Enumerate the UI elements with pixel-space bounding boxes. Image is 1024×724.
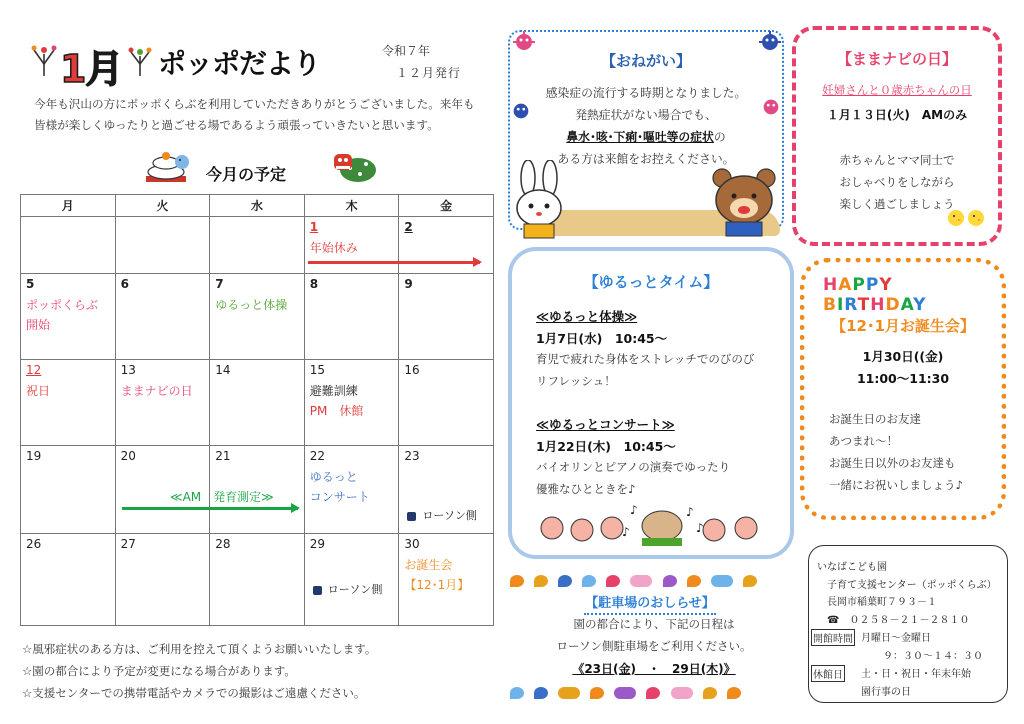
day-number: 16 bbox=[404, 363, 420, 377]
birthday-date: 1月30日((金) bbox=[862, 349, 944, 364]
concert-description: バイオリンとピアノの演奏でゆったり bbox=[536, 460, 731, 474]
leaf-icon bbox=[590, 687, 604, 699]
mama-navi-message: おしゃべりをしながら bbox=[839, 175, 955, 189]
request-text: 発熱症状がない場合でも、 bbox=[575, 108, 717, 122]
symptom-highlight: 鼻水･咳･下痢･嘔吐等の症状 bbox=[566, 130, 714, 144]
fireworks-illustration bbox=[30, 38, 58, 78]
calendar-cell bbox=[21, 534, 116, 626]
calendar-cell bbox=[115, 360, 210, 446]
weekday-tue: 火 bbox=[115, 195, 210, 217]
exercise-description: 育児で疲れた身体をストレッチでのびのび bbox=[536, 352, 755, 366]
calendar-event: ポッポくらぶ bbox=[26, 298, 99, 312]
candy-icon bbox=[630, 575, 652, 587]
music-animals-illustration bbox=[536, 502, 772, 552]
calendar-event: お誕生会 bbox=[404, 558, 453, 572]
autumn-leaves-decoration bbox=[510, 570, 780, 586]
yurutto-title: 【ゆるっとタイム】 bbox=[583, 273, 719, 291]
parking-dates-line bbox=[510, 660, 798, 677]
opening-hours-label: 開館時間 bbox=[811, 629, 855, 646]
leaf-icon bbox=[703, 687, 717, 699]
month-title: 1月 bbox=[60, 47, 123, 91]
virus-character-icon bbox=[512, 30, 536, 58]
svg-text:♪: ♪ bbox=[630, 503, 638, 517]
calendar-event: 祝日 bbox=[26, 384, 51, 398]
day-number: 6 bbox=[120, 277, 129, 291]
calendar-cell bbox=[399, 534, 494, 626]
calendar-cell bbox=[210, 534, 305, 626]
weekday-fri: 金 bbox=[399, 195, 494, 217]
leaf-icon bbox=[582, 575, 596, 587]
request-text-line bbox=[510, 128, 782, 145]
exercise-description: リフレッシュ！ bbox=[536, 374, 616, 388]
monthly-calendar bbox=[20, 194, 494, 626]
request-text: 感染症の流行する時期となりました。 bbox=[545, 86, 747, 100]
parking-text: ローソン側駐車場をご利用ください。 bbox=[556, 639, 752, 653]
calendar-event: PM 休館 bbox=[309, 404, 364, 418]
notes bbox=[22, 638, 376, 704]
calendar-cell bbox=[115, 274, 210, 360]
calendar-cell bbox=[304, 217, 399, 274]
exercise-title: ≪ゆるっと体操≫ bbox=[536, 309, 638, 324]
leaf-icon bbox=[534, 687, 548, 699]
new-year-holiday-arrow bbox=[308, 261, 480, 264]
calendar-event: 開始 bbox=[26, 318, 51, 332]
lion-dance-illustration bbox=[330, 146, 378, 184]
parking-note-text: ローソン側 bbox=[422, 509, 477, 522]
calendar-cell bbox=[210, 274, 305, 360]
day-number: 12 bbox=[26, 363, 42, 377]
center-address: 長岡市稲葉町７９３－１ bbox=[827, 597, 937, 608]
center-subtitle: 子育て支援センター（ポッポくらぶ） bbox=[827, 580, 997, 591]
calendar-cell bbox=[304, 360, 399, 446]
mama-navi-message: 楽しく過ごしましょう bbox=[839, 197, 955, 211]
calendar-cell-empty bbox=[210, 217, 305, 274]
candy-icon bbox=[614, 687, 636, 699]
mama-navi-title: 【ままナビの日】 bbox=[836, 50, 957, 68]
day-number: 27 bbox=[120, 537, 136, 551]
closed-days: 園行事の日 bbox=[861, 687, 911, 698]
calendar-event: ままナビの日 bbox=[120, 384, 193, 398]
calendar-cell-empty bbox=[115, 217, 210, 274]
calendar-cell bbox=[399, 446, 494, 534]
candy-icon bbox=[558, 687, 580, 699]
weekday-wed: 水 bbox=[210, 195, 305, 217]
calendar-event: ゆるっと体操 bbox=[215, 298, 288, 312]
lawson-parking-note bbox=[313, 581, 383, 597]
closed-days: 土・日・祝日・年末年始 bbox=[861, 669, 971, 680]
calendar-cell bbox=[304, 446, 399, 534]
request-text: ある方は来館をお控えください。 bbox=[557, 152, 735, 166]
calendar-cell bbox=[210, 360, 305, 446]
center-phone: ☎ ０２５８－２１－２８１０ bbox=[827, 615, 970, 626]
calendar-cell bbox=[115, 534, 210, 626]
svg-text:♪: ♪ bbox=[686, 505, 694, 519]
era-year: 令和７年 bbox=[382, 44, 431, 58]
autumn-leaves-decoration bbox=[510, 682, 780, 698]
note-item: ☆園の都合により予定が変更になる場合があります。 bbox=[22, 664, 296, 678]
happy-birthday-banner: HAPPY BIRTHDAY bbox=[823, 275, 927, 315]
virus-character-icon bbox=[760, 96, 782, 122]
concert-title: ≪ゆるっとコンサート≫ bbox=[536, 417, 675, 432]
calendar-cell bbox=[304, 534, 399, 626]
calendar-event: ゆるっと bbox=[309, 470, 358, 484]
calendar-event: コンサート bbox=[309, 490, 370, 504]
leaf-icon bbox=[606, 575, 620, 587]
birthday-message: 一緒にお祝いしましょう♪ bbox=[829, 478, 963, 492]
calendar-cell-empty bbox=[21, 217, 116, 274]
opening-days: 月曜日～金曜日 bbox=[861, 633, 931, 644]
note-item: ☆支援センターでの携帯電話やカメラでの撮影はご遠慮ください。 bbox=[22, 686, 366, 700]
greeting-text: 今年も沢山の方にポッポくらぶを利用していただきありがとうございました。来年も皆様が楽しくゆったりと過ごせる場であるよう頑張っていきたいと思います。 bbox=[34, 97, 475, 132]
leaf-icon bbox=[687, 575, 701, 587]
day-number: 13 bbox=[120, 363, 136, 377]
calendar-event: 年始休み bbox=[309, 241, 358, 255]
schedule-title: 今月の予定 bbox=[206, 165, 287, 184]
calendar-cell bbox=[21, 360, 116, 446]
weekday-mon: 月 bbox=[21, 195, 116, 217]
parking-note-text: ローソン側 bbox=[327, 583, 383, 596]
note-item: ☆風邪症状のある方は、ご利用を控えて頂くようお願いいたします。 bbox=[22, 642, 377, 656]
virus-character-icon bbox=[758, 30, 782, 58]
birthday-title: 【12･1月お誕生会】 bbox=[831, 317, 975, 335]
day-number: 9 bbox=[404, 277, 413, 291]
day-number: 1 bbox=[309, 220, 319, 234]
request-text: の bbox=[713, 130, 726, 144]
day-number: 21 bbox=[215, 449, 231, 463]
leaf-icon bbox=[558, 575, 572, 587]
newsletter-title: ポッポだより bbox=[158, 47, 321, 80]
day-number: 19 bbox=[26, 449, 42, 463]
leaf-icon bbox=[510, 687, 524, 699]
svg-text:♪: ♪ bbox=[696, 521, 704, 535]
growth-check-arrow bbox=[122, 507, 298, 510]
candy-icon bbox=[671, 687, 693, 699]
growth-check-label: ≪AM 発育測定≫ bbox=[170, 490, 274, 504]
birthday-message: お誕生日以外のお友達も bbox=[829, 456, 956, 470]
day-number: 20 bbox=[120, 449, 136, 463]
parking-text: 園の都合により、下記の日程は bbox=[573, 617, 735, 631]
leaf-icon bbox=[727, 687, 741, 699]
leaf-icon bbox=[534, 575, 548, 587]
birthday-message: あつまれ～！ bbox=[829, 434, 898, 448]
leaf-icon bbox=[510, 575, 524, 587]
calendar-event: 避難訓練 bbox=[309, 384, 358, 398]
exercise-datetime: 1月7日(水) 10:45～ bbox=[536, 331, 668, 346]
mama-navi-date: １月１３日(火) AMのみ bbox=[826, 108, 968, 122]
day-number: 2 bbox=[404, 220, 413, 234]
day-number: 22 bbox=[309, 449, 326, 463]
kagami-mochi-illustration bbox=[140, 148, 192, 184]
day-number: 5 bbox=[26, 277, 35, 291]
leaf-icon bbox=[743, 575, 757, 587]
calendar-cell bbox=[399, 360, 494, 446]
day-number: 8 bbox=[309, 277, 319, 291]
chicks-illustration bbox=[944, 206, 990, 232]
day-number: 30 bbox=[404, 537, 420, 551]
leaf-icon bbox=[646, 687, 660, 699]
weekday-thu: 木 bbox=[304, 195, 399, 217]
candy-icon bbox=[711, 575, 733, 587]
concert-description: 優雅なひとときを♪ bbox=[536, 482, 636, 496]
day-number: 14 bbox=[215, 363, 231, 377]
parking-icon bbox=[313, 586, 322, 595]
fireworks-illustration bbox=[126, 42, 154, 78]
day-number: 28 bbox=[215, 537, 231, 551]
calendar-cell bbox=[21, 446, 116, 534]
center-name: いなばこども園 bbox=[817, 562, 887, 573]
center-info-box bbox=[808, 545, 1008, 703]
day-number: 15 bbox=[309, 363, 326, 377]
rabbit-illustration bbox=[506, 160, 576, 244]
concert-datetime: 1月22日(木) 10:45～ bbox=[536, 439, 676, 454]
mama-navi-message: 赤ちゃんとママ同士で bbox=[839, 153, 955, 167]
day-number: 23 bbox=[404, 449, 420, 463]
birthday-box bbox=[800, 258, 1006, 520]
bear-illustration bbox=[706, 164, 782, 242]
virus-character-icon bbox=[510, 100, 532, 126]
opening-time: ９：３０～１４：３０ bbox=[883, 651, 983, 662]
day-number: 29 bbox=[309, 537, 326, 551]
calendar-cell bbox=[21, 274, 116, 360]
day-number: 7 bbox=[215, 277, 224, 291]
birthday-message: お誕生日のお友達 bbox=[829, 412, 921, 426]
request-title: 【おねがい】 bbox=[600, 52, 691, 70]
calendar-event: 【12･1月】 bbox=[404, 578, 470, 592]
parking-icon bbox=[407, 512, 416, 521]
birthday-time: 11:00～11:30 bbox=[856, 371, 950, 386]
mama-navi-subtitle: 妊婦さんと０歳赤ちゃんの日 bbox=[822, 83, 972, 97]
closed-days-label: 休館日 bbox=[811, 665, 845, 682]
parking-dates: 《23日(金) ・ 29日(木)》 bbox=[572, 662, 736, 676]
parking-title: 【駐車場のおしらせ】 bbox=[584, 592, 716, 615]
day-number: 26 bbox=[26, 537, 42, 551]
calendar-cell bbox=[399, 274, 494, 360]
svg-text:♪: ♪ bbox=[622, 525, 630, 539]
lawson-parking-note bbox=[407, 507, 477, 523]
calendar-cell bbox=[304, 274, 399, 360]
leaf-icon bbox=[663, 575, 677, 587]
issue-date: １２月発行 bbox=[396, 66, 462, 80]
